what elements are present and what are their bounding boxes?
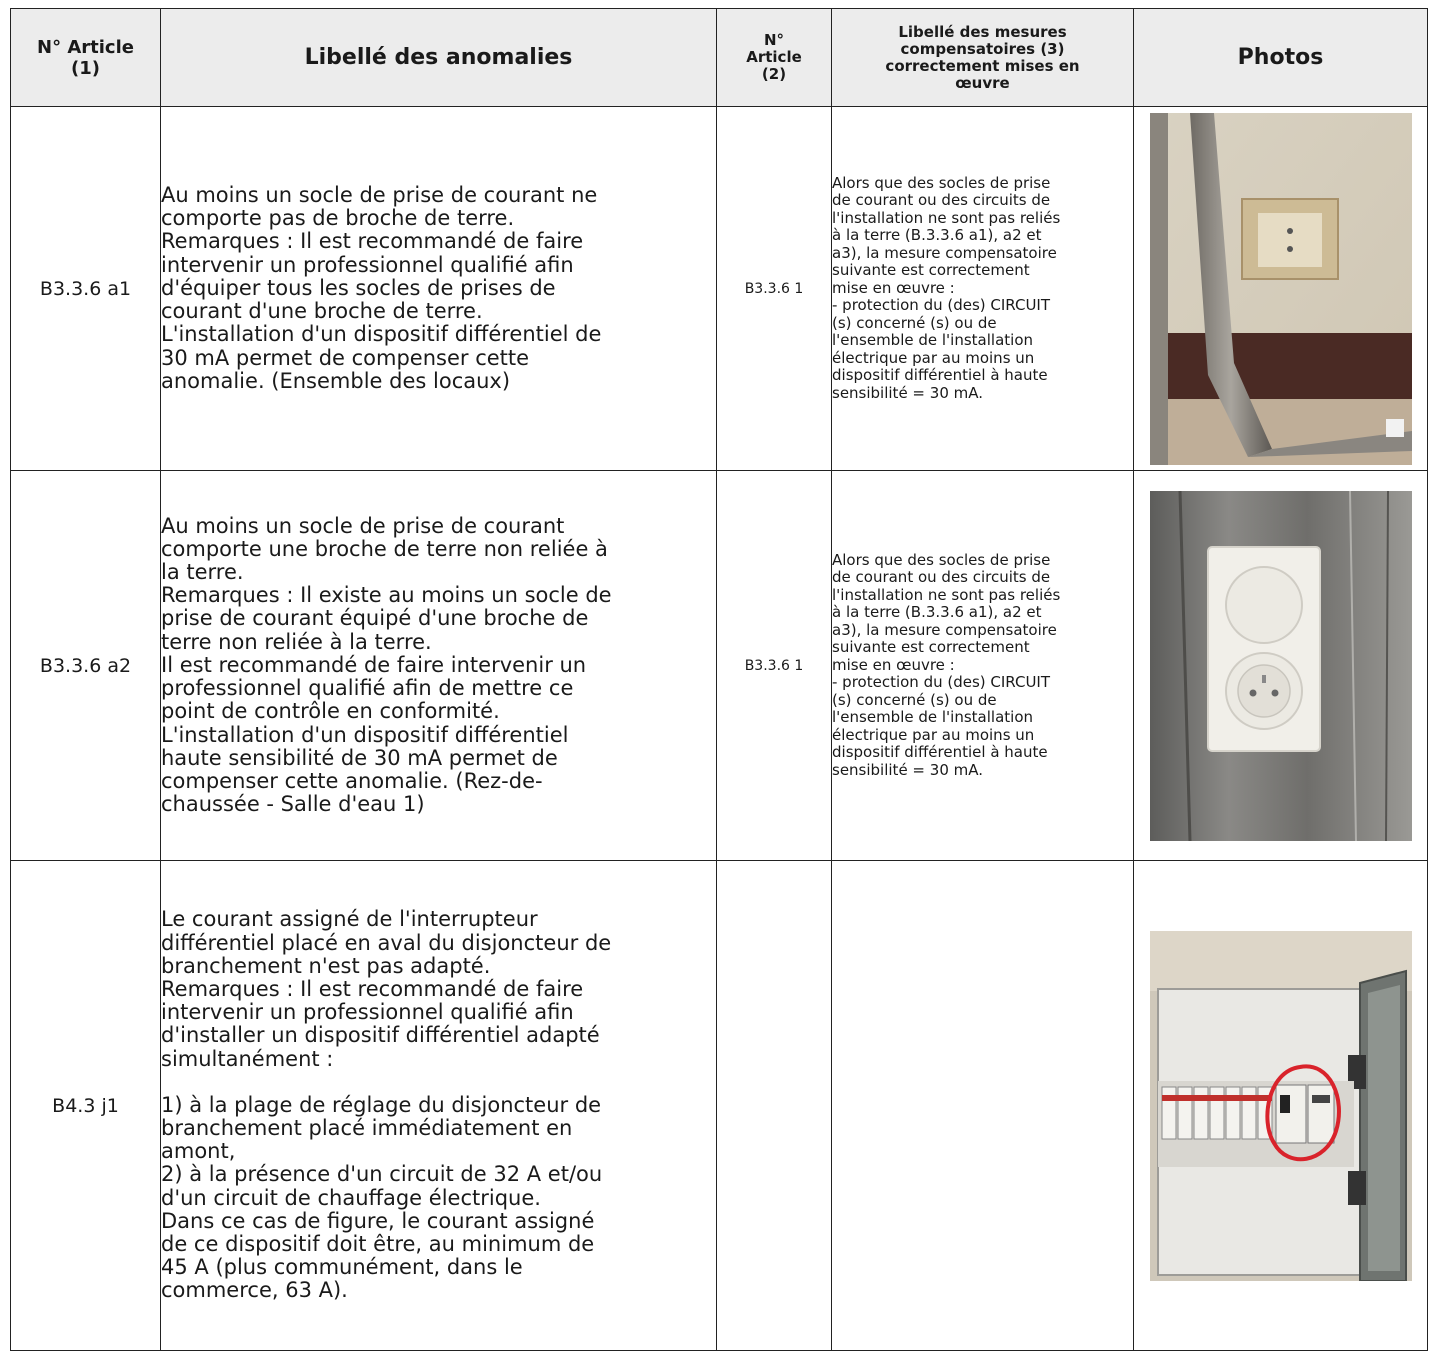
photo-socket-earth-not-connected bbox=[1150, 491, 1412, 841]
article-1-code: B3.3.6 a2 bbox=[11, 471, 161, 861]
article-2-code: B3.3.6 1 bbox=[717, 471, 832, 861]
paragraph-gap bbox=[161, 1071, 716, 1094]
table-row bbox=[11, 107, 1428, 471]
photo-cell bbox=[1134, 471, 1428, 861]
article-1-code: B4.3 j1 bbox=[11, 861, 161, 1351]
article-1-code: B3.3.6 a1 bbox=[11, 107, 161, 471]
anomalies-table bbox=[10, 8, 1428, 1351]
header-article-2: N° Article (2) bbox=[717, 9, 832, 107]
photo-cell bbox=[1134, 107, 1428, 471]
anomaly-description: Au moins un socle de prise de courant ne comporte pas de broche de terre. Remarques : Il est recommandé de faire intervenir un professionnel qualifié afin d'équiper tous les socles de prises de courant d'une broche de terre. L'installation d'un dispositif différentiel de 30 mA permet de compenser cette anomalie. (Ensemble des locaux) bbox=[161, 107, 717, 471]
anomaly-description: Le courant assigné de l'interrupteur différentiel placé en aval du disjoncteur de branchement n'est pas adapté. Remarques : Il est recommandé de faire intervenir un professionnel qualifié afin d'installer un dispositif différentiel adapté simultanément : 1) à la plage de réglage du disjoncteur de branchement placé immédiatement en amont, 2) à la présence d'un circuit de 32 A et/ou d'un circuit de chauffage électrique. Dans ce cas de figure, le courant assigné de ce dispositif doit être, au minimum de 45 A (plus communément, dans le commerce, 63 A). bbox=[161, 861, 717, 1351]
compensatory-measure: Alors que des socles de prise de courant ou des circuits de l'installation ne sont pas reliés à la terre (B.3.3.6 a1), a2 et a3), la mesure compensatoire suivante est correctement mise en œuvre : - protection du (des) CIRCUIT (s) concerné (s) ou de l'ensemble de l'installation électrique par au moins un dispositif différentiel à haute sensibilité = 30 mA. bbox=[832, 107, 1134, 471]
article-2-code bbox=[717, 861, 832, 1351]
compensatory-measure bbox=[832, 861, 1134, 1351]
compensatory-measure: Alors que des socles de prise de courant ou des circuits de l'installation ne sont pas reliés à la terre (B.3.3.6 a1), a2 et a3), la mesure compensatoire suivante est correctement mise en œuvre : - protection du (des) CIRCUIT (s) concerné (s) ou de l'ensemble de l'installation électrique par au moins un dispositif différentiel à haute sensibilité = 30 mA. bbox=[832, 471, 1134, 861]
header-compensatory-measures: Libellé des mesures compensatoires (3) correctement mises en œuvre bbox=[832, 9, 1134, 107]
photo-socket-without-earth bbox=[1150, 113, 1412, 465]
table-header-row bbox=[11, 9, 1428, 107]
table-row bbox=[11, 471, 1428, 861]
photo-electrical-panel bbox=[1150, 931, 1412, 1281]
article-2-code: B3.3.6 1 bbox=[717, 107, 832, 471]
header-photos: Photos bbox=[1134, 9, 1428, 107]
anomaly-description: Au moins un socle de prise de courant comporte une broche de terre non reliée à la terre. Remarques : Il existe au moins un socle de prise de courant équipé d'une broche de terre non reliée à la terre. Il est recommandé de faire intervenir un professionnel qualifié afin de mettre ce point de contrôle en conformité. L'installation d'un dispositif différentiel haute sensibilité de 30 mA permet de compenser cette anomalie. (Rez-de- chaussée - Salle d'eau 1) bbox=[161, 471, 717, 861]
header-article-1: N° Article (1) bbox=[11, 9, 161, 107]
photo-cell bbox=[1134, 861, 1428, 1351]
table-row bbox=[11, 861, 1428, 1351]
header-anomalies: Libellé des anomalies bbox=[161, 9, 717, 107]
